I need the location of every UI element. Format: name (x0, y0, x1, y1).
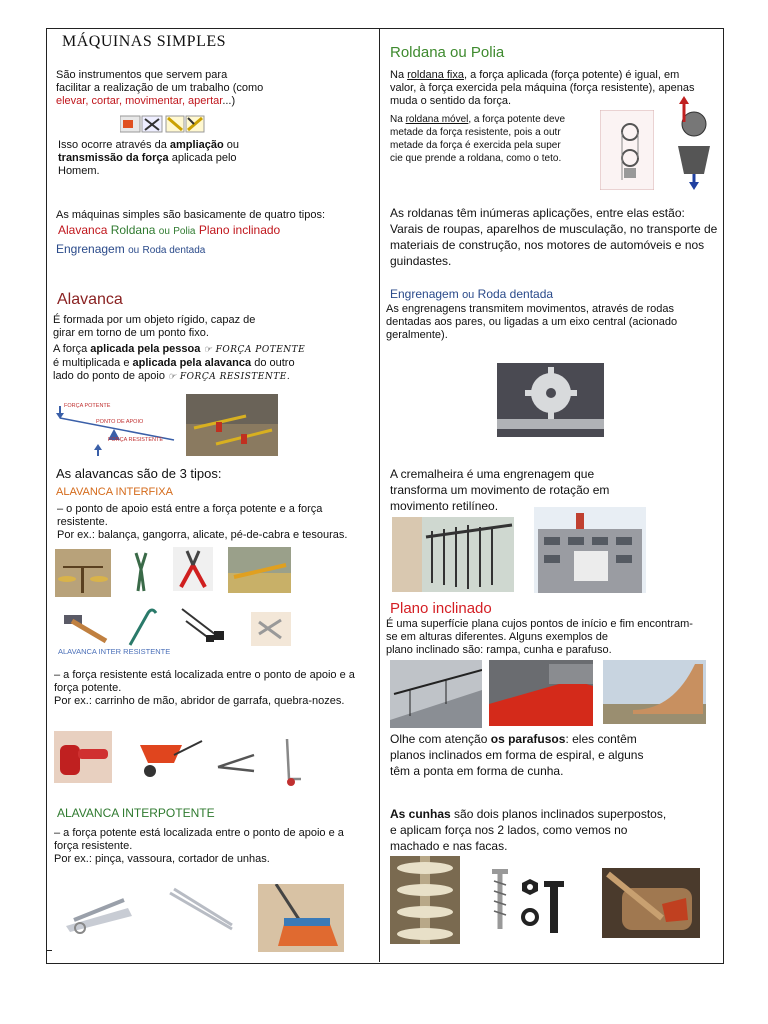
page-title: MÁQUINAS SIMPLES (62, 33, 227, 50)
text-span: As engrenagens transmitem movimentos, através de rodas (386, 303, 674, 315)
text-span: são dois planos inclinados superpostos, (450, 807, 667, 821)
nutcracker-2-photo (214, 749, 260, 775)
text-span: Por ex.: carrinho de mão, abridor de garrafa, quebra-nozes. (54, 695, 345, 707)
text-span: valor, à força exercida pela máquina (força resistente), apenas (390, 82, 695, 94)
text-span: machado e nas facas. (390, 839, 508, 853)
diagram-label: PONTO DE APOIO (96, 419, 144, 425)
tipos-intro: As máquinas simples são basicamente de quatro tipos: (56, 209, 326, 221)
seesaw-photo-2 (228, 547, 291, 593)
text-span: É uma superfície plana cujos pontos de início e fim encontram- (386, 618, 693, 630)
loading-ramp-photo (489, 660, 593, 726)
text-bold: As cunhas (390, 807, 451, 821)
text-span: – a força potente está localizada entre o ponto de apoio e a (54, 827, 344, 839)
broom-photo (258, 884, 344, 952)
interfixa-heading: ALAVANCA INTERFIXA (56, 486, 173, 498)
pincer-photo (130, 549, 152, 593)
text-span: A força (53, 343, 91, 355)
gear-rack-photo (497, 363, 604, 437)
text-span: A cremalheira é uma engrenagem que (390, 467, 595, 481)
text-span: Homem. (58, 165, 100, 177)
diagram-label: FORÇA RESISTENTE (108, 437, 164, 443)
pliers-photo (173, 547, 213, 591)
plano-heading: Plano inclinado (390, 600, 492, 617)
wheelbarrow-photo (130, 735, 206, 779)
roldana-movel-text (390, 113, 595, 165)
screws-photo (484, 867, 580, 937)
text-span: força potente. (54, 682, 122, 694)
corner-mark (46, 950, 52, 951)
inter-resistente-text (54, 669, 384, 708)
shovels-photo (176, 605, 230, 643)
text-span: do outro (251, 357, 295, 369)
roldana-aplicacoes (390, 205, 720, 269)
text-span: Engrenagem (390, 287, 459, 301)
text-span: Na (390, 69, 408, 81)
tipos3-heading: As alavancas são de 3 tipos: (56, 466, 222, 481)
nutcracker-photo (251, 612, 291, 646)
roldana-fixa-text (390, 69, 715, 108)
spiral-slide-photo (390, 856, 460, 944)
alavanca-forces (53, 343, 373, 384)
text-span: metade da força é exercida pela super (390, 140, 561, 151)
engrenagem-heading (390, 287, 553, 301)
lever-diagram (54, 400, 184, 458)
text-span: Roda dentada (477, 287, 554, 301)
text-span: ou (462, 289, 475, 301)
text-span: têm a ponta em forma de cunha. (390, 764, 564, 778)
nail-clipper-photo (58, 890, 140, 940)
tipo-roldana: Roldana (110, 223, 156, 237)
text-span: cie que prende a roldana, como o teto. (390, 153, 562, 164)
alavanca-heading: Alavanca (57, 291, 123, 308)
text-span: movimento retilíneo. (390, 499, 499, 513)
text-span: muda o sentido da força. (390, 95, 512, 107)
text-span: Na (390, 114, 406, 125)
text-span: planos inclinados em forma de espiral, e alguns (390, 748, 644, 762)
balance-photo (55, 549, 111, 597)
text-span: lado do ponto de apoio (53, 370, 168, 382)
intro-line: facilitar a realização de um trabalho (como (56, 82, 264, 94)
tipo-ou: ou (128, 245, 140, 256)
tipos-list-2 (56, 242, 205, 258)
tweezers-photo (164, 885, 236, 935)
inter-resistente-heading: ALAVANCA INTER RESISTENTE (58, 647, 171, 656)
alavanca-definition (53, 314, 373, 340)
text-span: geralmente). (386, 329, 448, 341)
intro-verbs: elevar, cortar, movimentar, apertar (56, 95, 223, 107)
text-script: ☞ FORÇA POTENTE (200, 345, 306, 355)
tipo-engrenagem: Engrenagem (56, 242, 125, 256)
text-span: ou (223, 139, 239, 151)
text-span: Por ex.: pinça, vassoura, cortador de unhas. (54, 853, 270, 865)
parafusos-text (390, 731, 720, 779)
text-script: ☞ FORÇA RESISTENTE. (168, 372, 291, 382)
interfixa-text (57, 503, 377, 542)
text-span: transforma um movimento de rotação em (390, 483, 610, 497)
text-span: plano inclinado são: rampa, cunha e parafuso. (386, 644, 612, 656)
intro-line: São instrumentos que servem para (56, 69, 228, 81)
text-span: aplicada pelo (168, 152, 237, 164)
corner-mark (46, 28, 52, 29)
text-span: As roldanas têm inúmeras aplicações, entre elas estão: (390, 206, 685, 220)
skate-ramp-photo (603, 660, 706, 724)
pulley-diagram (600, 110, 654, 190)
hand-truck-photo (279, 737, 305, 787)
text-span: Olhe com atenção (390, 732, 491, 746)
text-span: Varais de roupas, aparelhos de musculação, no transporte de (390, 222, 718, 236)
text-underline: roldana móvel (405, 114, 469, 125)
roldana-heading: Roldana ou Polia (390, 44, 505, 61)
interpotente-text (54, 827, 384, 866)
text-span: resistente. (57, 516, 108, 528)
text-bold: ampliação (169, 139, 224, 151)
text-span: metade da força resistente, pois a outr (390, 127, 561, 138)
tipo-roda: Roda dentada (142, 245, 206, 256)
tipo-plano: Plano inclinado (198, 223, 281, 237)
text-span: materiais de construção, nos motores de automóveis e nos (390, 238, 705, 252)
text-span: é multiplicada e (53, 357, 133, 369)
hammer-photo (58, 611, 110, 645)
text-span: girar em torno de um ponto fixo. (53, 327, 209, 339)
bottle-opener-photo (54, 731, 112, 783)
text-span: , a força aplicada (força potente) é igual, em (464, 69, 680, 81)
text-bold: os parafusos (490, 732, 566, 746)
text-span: dentadas aos pares, ou ligadas a um eixo central (acionado (386, 316, 678, 328)
crowbar-photo (124, 607, 158, 647)
text-span: força resistente. (54, 840, 133, 852)
cunhas-text (390, 806, 720, 854)
building-photo (534, 507, 646, 593)
column-divider (379, 28, 380, 962)
fixed-pulley-diagram (672, 96, 716, 192)
tipo-ou: ou (158, 226, 170, 237)
tipo-alavanca: Alavanca (58, 223, 108, 237)
text-span: , a força potente deve (468, 114, 566, 125)
ramp-photo (390, 660, 482, 728)
tipos-list (58, 223, 280, 239)
text-bold: aplicada pela alavanca (132, 357, 252, 369)
text-underline: roldana fixa (407, 69, 464, 81)
text-bold: aplicada pela pessoa (90, 343, 201, 355)
tipo-polia: Polia (173, 226, 196, 237)
text-span: Por ex.: balança, gangorra, alicate, pé-de-cabra e tesouras. (57, 529, 348, 541)
ampliacao-text (58, 139, 298, 178)
intro-text (56, 69, 356, 108)
seesaw-photo (186, 394, 278, 456)
text-span: se em alturas diferentes. Alguns exemplos de (386, 631, 608, 643)
intro-line: ...) (222, 95, 236, 107)
text-span: : eles contêm (565, 732, 637, 746)
text-span: – o ponto de apoio está entre a força potente e a força (57, 503, 323, 515)
text-span: – a força resistente está localizada entre o ponto de apoio e a (54, 669, 355, 681)
text-span: É formada por um objeto rígido, capaz de (53, 314, 256, 326)
tools-illustration (120, 114, 206, 136)
text-span: guindastes. (390, 254, 452, 268)
text-bold: transmissão da força (58, 152, 169, 164)
gate-photo (392, 517, 514, 592)
text-span: Isso ocorre através da (58, 139, 170, 151)
engrenagem-text (386, 303, 716, 342)
diagram-label: FORÇA POTENTE (64, 403, 111, 409)
interpotente-heading: ALAVANCA INTERPOTENTE (57, 806, 215, 820)
axe-photo (602, 868, 700, 938)
plano-text (386, 618, 716, 657)
text-span: e aplicam força nos 2 lados, como vemos no (390, 823, 628, 837)
